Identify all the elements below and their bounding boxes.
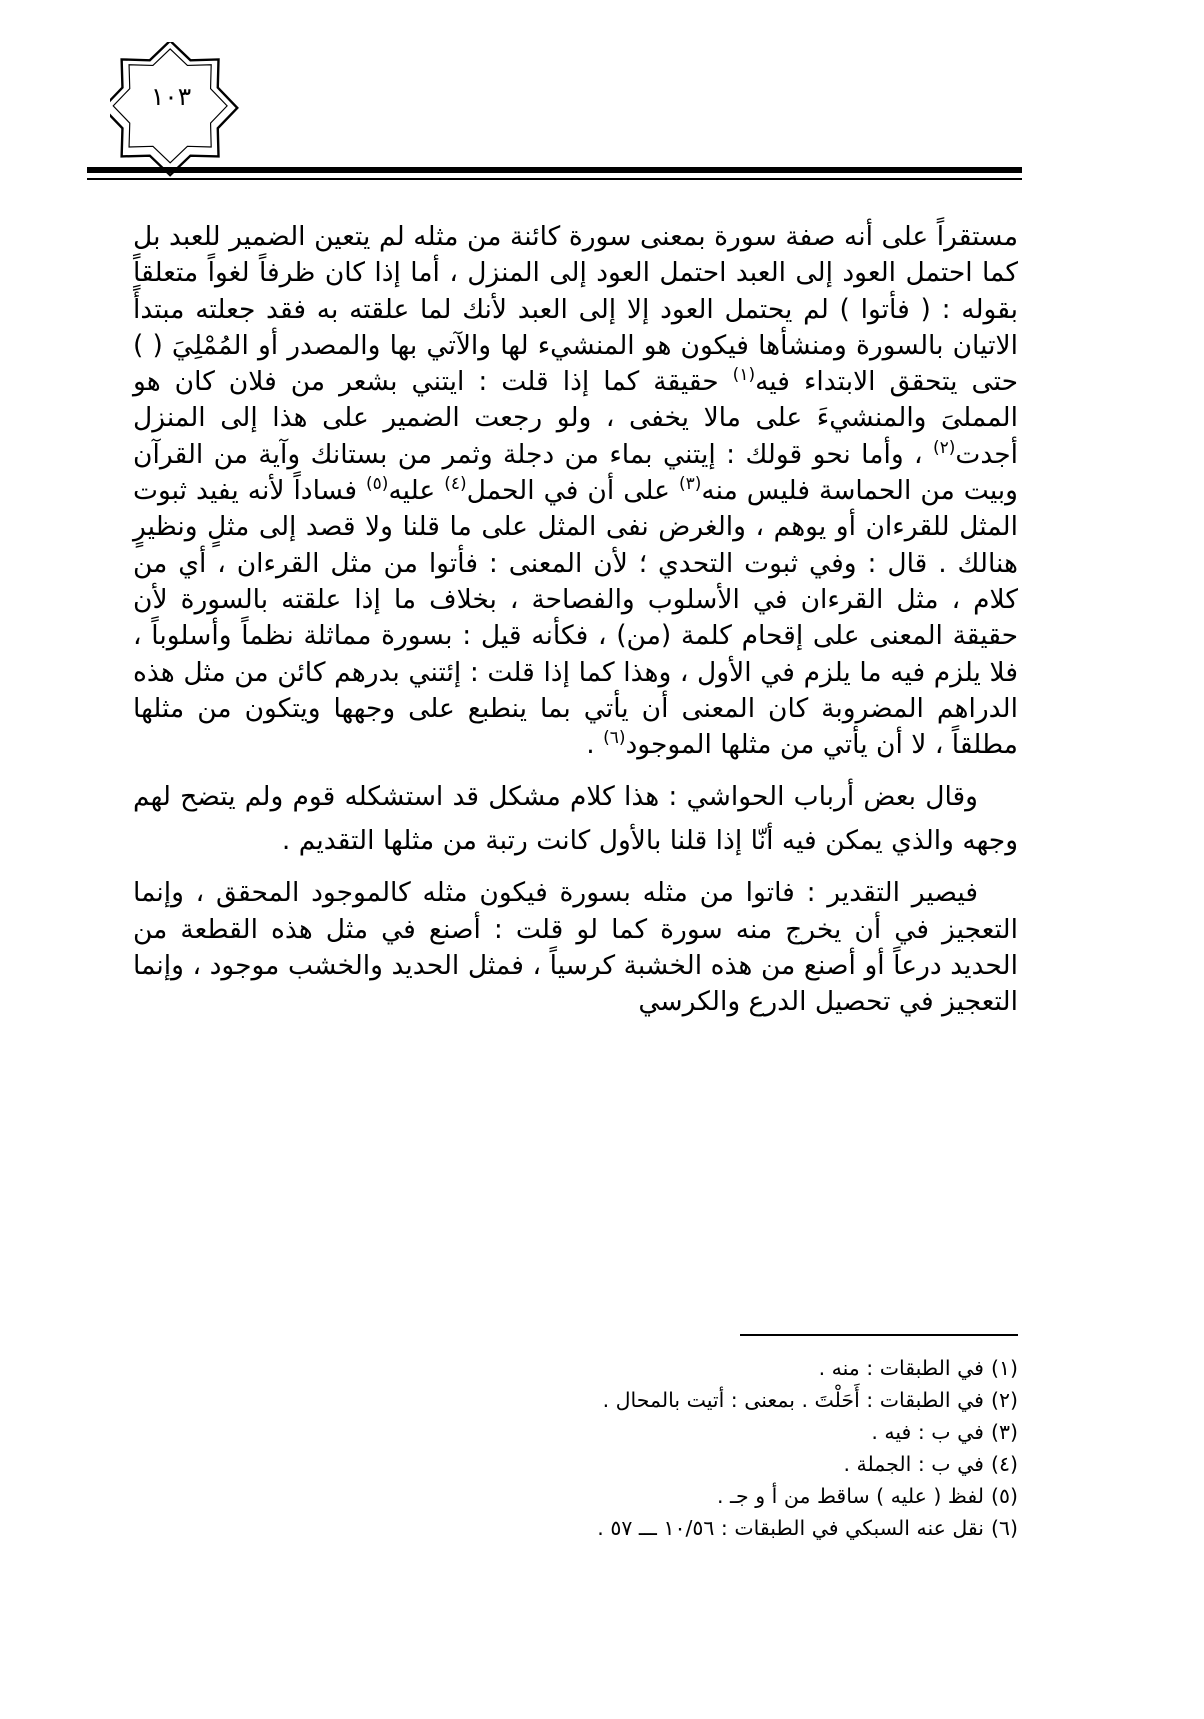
footnote-text: في الطبقات : أَحَلْتَ . بمعنى : أتيت بالمحال . xyxy=(602,1388,984,1412)
footnote-marker: (١) xyxy=(990,1356,1018,1380)
main-text xyxy=(133,219,1018,1021)
footnotes xyxy=(420,1352,1018,1544)
footnote-item xyxy=(420,1512,1018,1544)
header-rule-thin xyxy=(87,178,1022,180)
footnote-ref-4: (٤) xyxy=(444,474,467,495)
page-number-badge xyxy=(110,42,246,178)
footnote-marker: (٢) xyxy=(990,1388,1018,1412)
paragraph-2: وقال بعض أرباب الحواشي : هذا كلام مشكل قد استشكله قوم ولم يتضح لهم وجهه والذي يمكن فيه أنّا إذا قلنا بالأول كانت رتبة من مثلها التقديم . xyxy=(133,781,1018,857)
footnote-ref-6: (٦) xyxy=(603,728,626,749)
paragraph-1: مستقراً على أنه صفة سورة بمعنى سورة كائنة من مثله لم يتعين الضمير للعبد بل كما احتمل العود إلى العبد احتمل العود إلى المنزل ، أما إذا كان ظرفاً لغواً متعلقاً بقوله : ( فأتوا ) لم يحتمل العود إلا إلى العبد لأنك لما علقته به فقد جعلته مبتدأً الاتيان بالسورة ومنشأها فيكون هو المنشيء لها والآتي بها والمصدر أو المُمْلِيَ ( ) حتى يتحقق الابتداء فيه$^{(١)}$ حقيقة كما إذا قلت : ايتني بشعر من فلان كان هو المملىَ والمنشيءَ على مالا يخفى ، ولو رجعت الضمير على هذا إلى المنزل أجدت$^{(٢)}$ ، وأما نحو قولك : إيتني بماء من دجلة وثمر من بستانك وآية من القرآن وبيت من الحماسة فليس منه$^{(٣)}$ على أن في الحمل$^{(٤)}$ عليه$^{(٥)}$ فساداً لأنه يفيد ثبوت المثل للقرءان أو يوهم ، والغرض نفى المثل على ما قلنا ولا قصد إلى مثلٍ ونظيرٍ هنالك . قال : وفي ثبوت التحدي ؛ لأن المعنى : فأتوا من مثل القرءان ، أي من كلام ، مثل القرءان في الأسلوب والفصاحة ، بخلاف ما إذا علقته بالسورة لأن حقيقة المعنى على إقحام كلمة (من) ، فكأنه قيل : بسورة مماثلة نظماً وأسلوباً ، فلا يلزم فيه ما يلزم في الأول ، وهذا كما إذا قلت : إئتني بدرهم كائن من مثل هذه الدراهم المضروبة كان المعنى أن يأتي بما ينطبع على وجهها ويتكون من مثلها مطلقاً ، لا أن يأتي من مثلها الموجود$^{(٦)}$ . xyxy=(133,221,1019,761)
footnote-ref-1: (١) xyxy=(732,365,756,386)
footnote-ref-2: (٢) xyxy=(932,437,956,458)
header-rule-thick xyxy=(87,167,1022,173)
footnote-text: لفظ ( عليه ) ساقط من أ و جـ . xyxy=(717,1484,984,1508)
footnote-separator xyxy=(740,1334,1018,1336)
footnote-ref-5: (٥) xyxy=(366,474,389,495)
footnote-marker: (٦) xyxy=(990,1516,1018,1540)
paragraph-3: فيصير التقدير : فاتوا من مثله بسورة فيكون مثله كالموجود المحقق ، وإنما التعجيز في أن يخرج منه سورة كما لو قلت : أصنع في مثل هذه القطعة من الحديد درعاً أو أصنع من هذه الخشبة كرسياً ، فمثل الحديد والخشب موجود ، وإنما التعجيز في تحصيل الدرع والكرسي xyxy=(133,877,1018,1018)
footnote-marker: (٣) xyxy=(990,1420,1018,1444)
footnote-marker: (٥) xyxy=(990,1484,1018,1508)
footnote-item xyxy=(420,1384,1018,1416)
footnote-text: نقل عنه السبكي في الطبقات : ١٠/٥٦ ـــ ٥٧ . xyxy=(597,1516,984,1540)
footnote-item xyxy=(420,1352,1018,1384)
footnote-item xyxy=(420,1448,1018,1480)
page-number: ١٠٣ xyxy=(150,82,192,111)
footnote-text: في ب : الجملة . xyxy=(843,1452,984,1476)
footnote-marker: (٤) xyxy=(990,1452,1018,1476)
footnote-ref-3: (٣) xyxy=(678,474,702,495)
footnote-text: في ب : فيه . xyxy=(871,1420,984,1444)
footnote-item xyxy=(420,1416,1018,1448)
footnote-item xyxy=(420,1480,1018,1512)
footnote-text: في الطبقات : منه . xyxy=(818,1356,984,1380)
